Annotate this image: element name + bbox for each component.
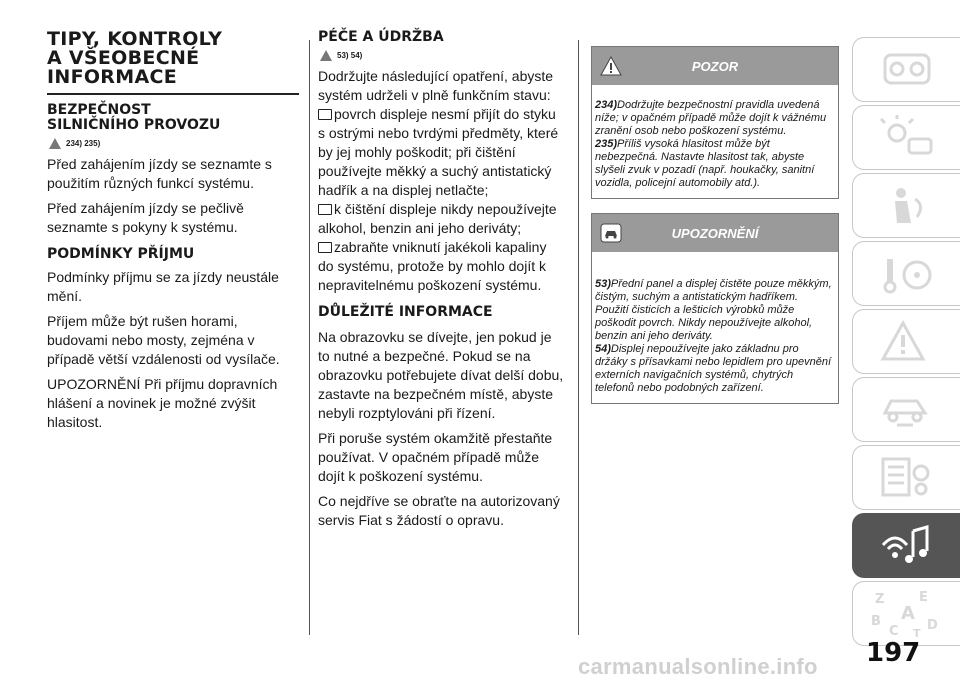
warning-box: [591, 46, 839, 199]
care-heading: PÉČE A ÚDRŽBA: [318, 29, 444, 45]
notice-item: 53)Přední panel a displej čistěte pouze měkkým, čistým, suchým a antistatickým hadříkem. Použití čisticích a lešticích výrobků může poškodit povrch. Nikdy nepoužívejte alkohol, benzin ani jeho deriváty.: [595, 278, 832, 342]
key-steering-wheel-icon: [877, 251, 937, 296]
reception-heading: PODMÍNKY PŘÍJMU: [47, 246, 195, 262]
warning-box-header: POZOR: [592, 47, 838, 85]
safety-heading: BEZPEČNOST SILNIČNÍHO PROVOZU: [47, 102, 221, 133]
column-3: [591, 46, 839, 418]
safety-reference: 234) 235): [49, 138, 299, 149]
warning-item: 234)Dodržujte bezpečnostní pravidla uvedená níže; v opačném případě může dojít k vážnému zranění osob nebo poškození systému.: [595, 99, 827, 137]
warning-triangle-tools-icon: [877, 319, 937, 364]
column-divider: [309, 40, 310, 635]
bullet-icon: [318, 109, 332, 120]
column-1: [47, 30, 299, 438]
multimedia-wifi-music-icon: [877, 523, 937, 568]
warning-box-body: [592, 85, 838, 198]
important-heading: DŮLEŽITÉ INFORMACE: [318, 304, 493, 320]
tab-maintenance[interactable]: [852, 445, 960, 510]
tab-airbag[interactable]: [852, 173, 960, 238]
paragraph: Před zahájením jízdy se pečlivě seznamte s pokyny k systému.: [47, 200, 244, 235]
warning-lights-icon: [877, 115, 937, 160]
paragraph: Na obrazovku se dívejte, jen pokud je to nutné a bezpečné. Pokud se na obrazovku potřebujete dívat delší dobu, zastavte na bezpečném místě, abyste nebyli rozptylováni při řízení.: [318, 329, 564, 421]
tab-dashboard[interactable]: [852, 37, 960, 102]
title-divider: [47, 93, 299, 95]
tab-multimedia[interactable]: [852, 513, 960, 578]
notice-box: [591, 213, 839, 404]
svg-text:C: C: [888, 623, 899, 639]
car-lift-icon: [877, 387, 937, 432]
notice-box-header: UPOZORNĚNÍ: [592, 214, 838, 252]
column-2: [318, 30, 565, 536]
svg-text:T: T: [912, 626, 921, 639]
car-dashboard-icon: [877, 47, 937, 92]
notice-box-body: [592, 252, 838, 403]
paragraph: Před zahájením jízdy se seznamte s použitím různých funkcí systému.: [47, 156, 272, 191]
tab-alphabet-index[interactable]: [852, 581, 960, 646]
airbag-person-icon: [877, 183, 937, 228]
bullet-icon: [318, 242, 332, 253]
notice-item: 54)Displej nepoužívejte jako základnu pro držáky s přísavkami nebo lepidlem pro upevnění externích navigačních systémů, chytrých telefonů nebo podobných zařízení.: [595, 343, 832, 394]
paragraph: UPOZORNĚNÍ Při příjmu dopravních hlášení a novinek je možné zvýšit hlasitost.: [47, 376, 278, 430]
paragraph: Co nejdříve se obraťte na autorizovaný servis Fiat s žádostí o opravu.: [318, 493, 560, 528]
tab-emergency[interactable]: [852, 309, 960, 374]
care-reference: 53) 54): [320, 50, 565, 61]
bullet-item: povrch displeje nesmí přijít do styku s ostrými nebo tvrdými předměty, které by jej mohly poškodit; při čištění používejte měkký a suchý antistatický hadřík a na displej netlačte;: [318, 106, 559, 198]
warning-triangle-icon: [600, 55, 622, 77]
paragraph: Při poruše systém okamžitě přestaňte používat. V opačném případě může dojít k poškození systému.: [318, 430, 553, 484]
warning-triangle-icon: [49, 138, 61, 149]
page-number: 197: [866, 638, 921, 668]
svg-text:E: E: [918, 589, 928, 605]
paragraph: Příjem může být rušen horami, budovami nebo mosty, zejména v případě větší vzdálenosti od vysílače.: [47, 313, 280, 367]
svg-text:B: B: [870, 613, 881, 629]
watermark: carmanualsonline.info: [578, 654, 818, 679]
warning-triangle-icon: [320, 50, 332, 61]
tab-warning-lights[interactable]: [852, 105, 960, 170]
svg-text:D: D: [926, 617, 938, 633]
page-title: TIPY, KONTROLY A VŠEOBECNÉ INFORMACE: [47, 28, 223, 88]
warning-item: 235)Příliš vysoká hlasitost může být nebezpečná. Nastavte hlasitost tak, abyste slyšeli zvuk v pozadí (např. houkačky, sanitní vozidla, policejní automobily atd.).: [595, 138, 815, 189]
bullet-item: zabraňte vniknutí jakékoli kapaliny do systému, protože by mohlo dojít k nepravitelnému poškození systému.: [318, 239, 547, 293]
bullet-icon: [318, 204, 332, 215]
checklist-gears-icon: [877, 455, 937, 500]
column-divider: [578, 40, 579, 635]
alphabet-index-icon: [867, 589, 947, 639]
tab-key-steering[interactable]: [852, 241, 960, 306]
car-notice-icon: [600, 222, 622, 244]
paragraph: Podmínky příjmu se za jízdy neustále mění.: [47, 269, 279, 304]
bullet-item: k čištění displeje nikdy nepoužívejte alkohol, benzin ani jeho deriváty;: [318, 201, 557, 236]
tab-car-lift[interactable]: [852, 377, 960, 442]
svg-text:A: A: [900, 602, 915, 624]
paragraph: Dodržujte následující opatření, abyste systém udrželi v plně funkčním stavu:: [318, 68, 554, 103]
svg-text:Z: Z: [874, 591, 884, 607]
